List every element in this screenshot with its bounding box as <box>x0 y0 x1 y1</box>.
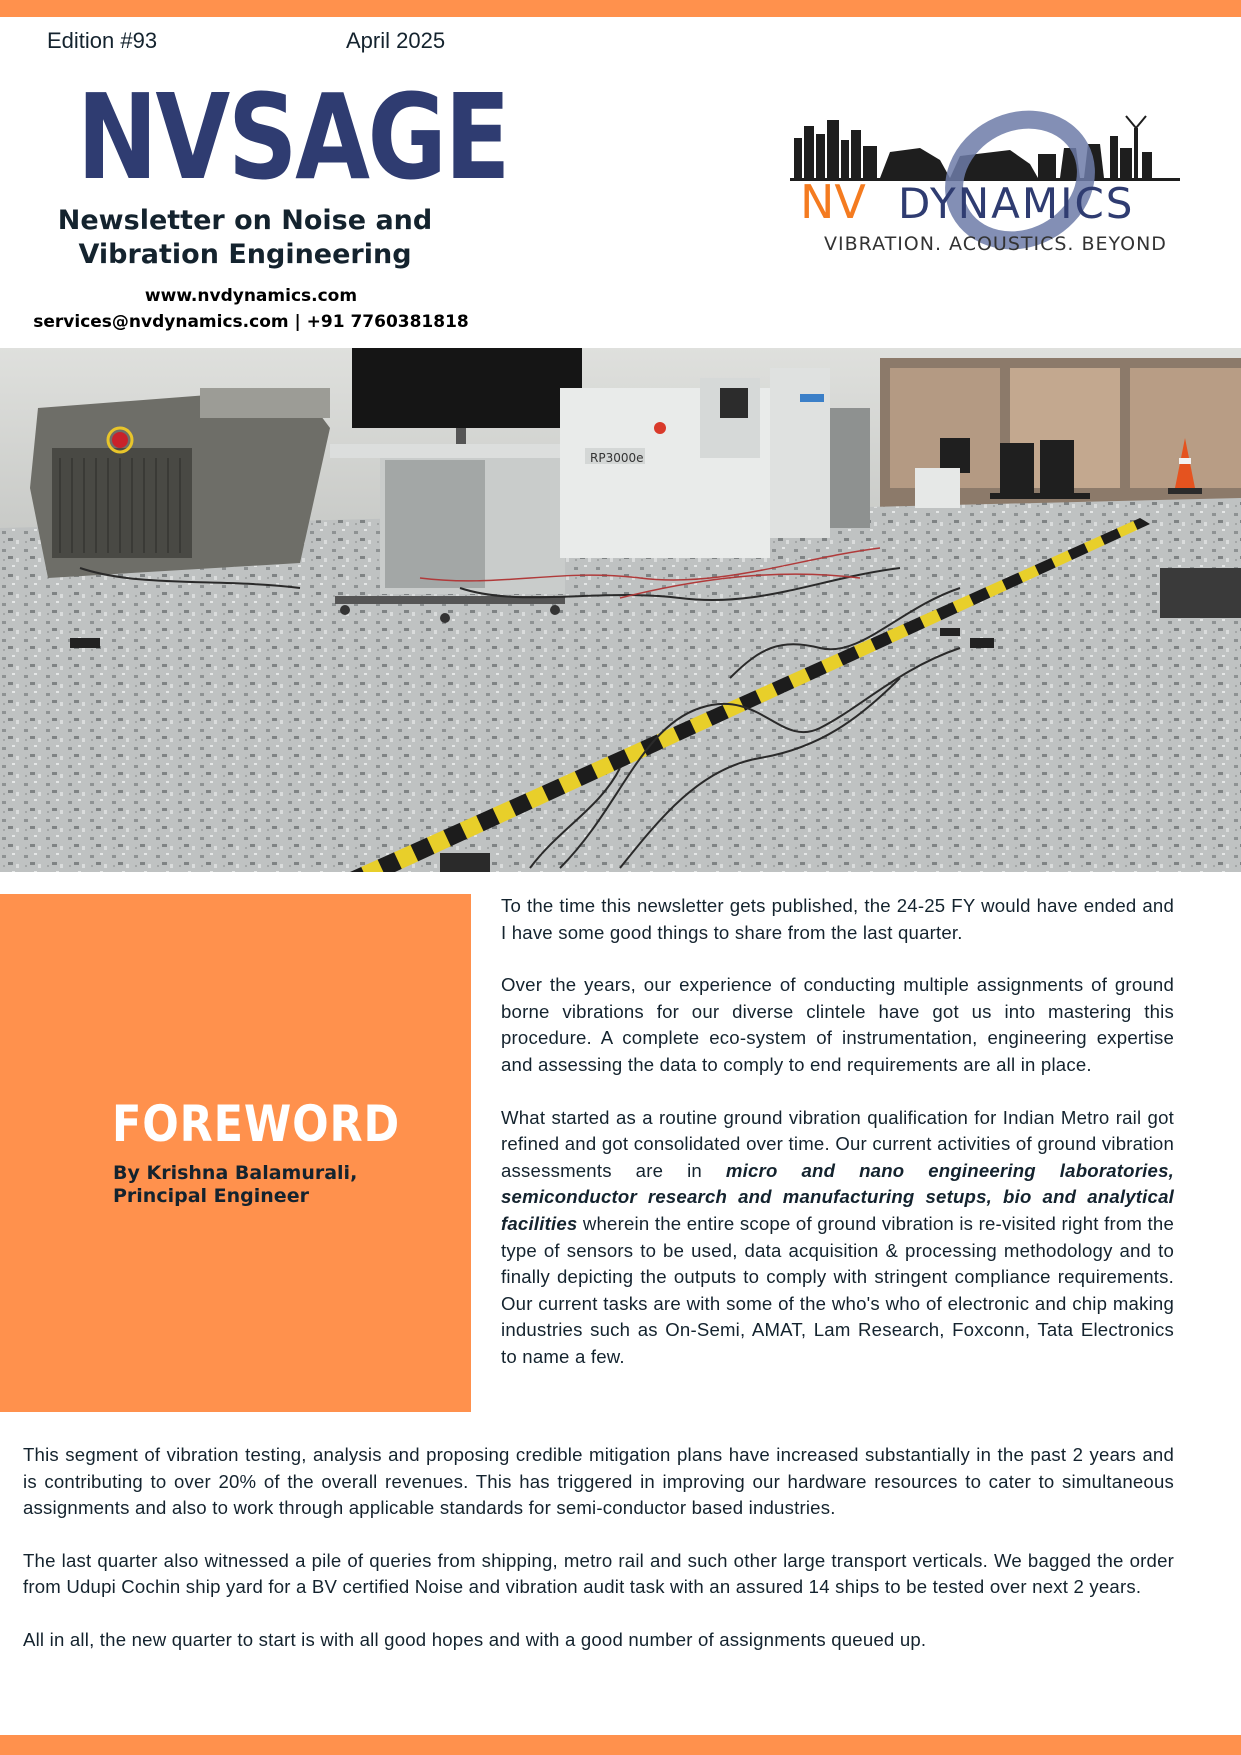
article-paragraph-3 <box>501 1105 1174 1371</box>
top-accent-bar <box>0 0 1241 17</box>
email-phone[interactable]: services@nvdynamics.com | +91 7760381818 <box>33 312 469 332</box>
logo-dynamics-text: DYNAMICS <box>898 179 1135 228</box>
website-link[interactable]: www.nvdynamics.com <box>144 286 358 306</box>
article-paragraph-2: Over the years, our experience of conducting multiple assignments of ground borne vibrations for our diverse clintele have got us into mastering this procedure. A complete eco-system of instrumentation, engineering expertise and assessing the data to comply to end requirements are all in place. <box>501 974 1174 1075</box>
newsletter-subtitle <box>40 204 450 272</box>
article-paragraph-5: The last quarter also witnessed a pile of queries from shipping, metro rail and such other large transport verticals. We bagged the order from Udupi Cochin ship yard for a BV certified Noise and vibration audit task with an assured 14 ships to be tested over next 2 years. <box>23 1549 1174 1598</box>
newsletter-title: NVSAGE <box>76 68 509 206</box>
foreword-author <box>113 1162 453 1208</box>
contact-block <box>20 283 482 335</box>
foreword-title: FOREWORD <box>112 1095 401 1153</box>
paragraph-3-rest: wherein the entire scope of ground vibration is re-visited right from the type of sensors to be used, data acquisition & processing methodology and to finally depicting the outputs to comply with stringent compliance requirements. Our current tasks are with some of the who's who of electronic and chip making industries such as On-Semi, AMAT, Lam Research, Foxconn, Tata Electronics to name a few. <box>501 1212 1174 1367</box>
article-column <box>501 893 1174 1397</box>
logo-nv-text: NV <box>800 175 866 229</box>
paragraph-3-intro: What started as a routine ground vibration qualification for Indian Metro rail got refined and got consolidated over time. Our current activities of ground vibration assessments are in <box>501 1106 1174 1181</box>
subtitle-line-2: Vibration Engineering <box>78 239 412 270</box>
article-paragraph-1: To the time this newsletter gets published, the 24-25 FY would have ended and I have some good things to share from the last quarter. <box>501 895 1174 943</box>
author-name: By Krishna Balamurali, <box>113 1162 358 1184</box>
hero-lab-photo <box>0 348 1241 872</box>
issue-date: April 2025 <box>346 28 446 53</box>
bottom-accent-bar <box>0 1735 1241 1755</box>
foreword-panel <box>0 894 471 1412</box>
article-paragraph-4: This segment of vibration testing, analysis and proposing credible mitigation plans have increased substantially in the past 2 years and is contributing to over 20% of the overall revenues. This has triggered in improving our hardware resources to cater to simultaneous assignments and also to work through applicable standards for semi-conductor based industries. <box>23 1444 1174 1519</box>
paragraph-3-emphasis: micro and nano engineering laboratories, semiconductor research and manufacturing setups, bio and analytical facilities <box>501 1159 1174 1234</box>
nv-dynamics-logo <box>780 108 1200 268</box>
article-full-width <box>23 1442 1174 1680</box>
machine-label: RP3000e <box>590 451 644 465</box>
edition-number: Edition #93 <box>47 28 158 53</box>
subtitle-line-1: Newsletter on Noise and <box>57 205 433 236</box>
author-role: Principal Engineer <box>113 1185 309 1207</box>
article-paragraph-6: All in all, the new quarter to start is with all good hopes and with a good number of assignments queued up. <box>23 1628 927 1650</box>
logo-tagline: VIBRATION. ACOUSTICS. BEYOND <box>824 233 1167 255</box>
